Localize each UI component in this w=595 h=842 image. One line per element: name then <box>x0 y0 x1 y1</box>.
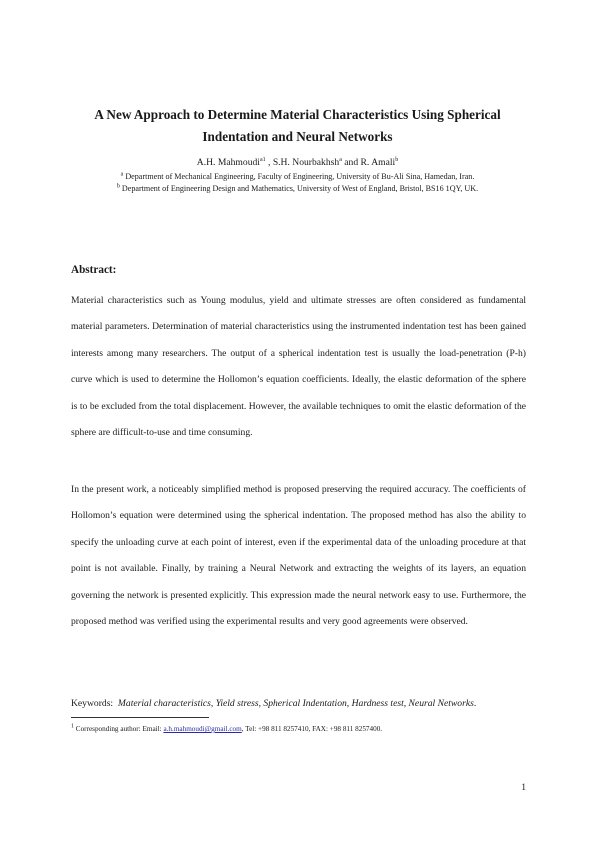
keywords-end: . <box>473 698 477 709</box>
author-mark: a <box>339 156 342 163</box>
footnote-prefix: Corresponding author: Email: <box>75 725 164 733</box>
author-mark: a1 <box>259 156 266 163</box>
affiliation-text: Department of Engineering Design and Mathematics, University of West of England, Bristol, BS16 1QY, UK. <box>121 184 479 193</box>
author-list <box>60 157 535 169</box>
abstract-paragraph: In the present work, a noticeably simplified method is proposed preserving the required accuracy. The coefficients of Hollomon’s equation were determined using the spherical indentation. The proposed method has also the ability to specify the unloading curve at each point of interest, even if the experimental data of the unloading procedure at that point is not available. Finally, by training a Neural Network and extracting the weights of its layers, an equation governing the network is presented explicitly. This expression made the neural network easy to use. Furthermore, the proposed method was verified using the experimental results and very good agreements were observed. <box>71 484 526 628</box>
footnote <box>71 724 531 734</box>
author-name: S.H. Nourbakhsh <box>272 157 340 168</box>
abstract-paragraph: Material characteristics such as Young modulus, yield and ultimate stresses are often considered as fundamental material parameters. Determination of material characteristics using the instrumented indentation test has been gained interests among many researchers. The output of a spherical indentation test is usually the load-penetration (P-h) curve which is used to determine the Hollomon’s equation coefficients. Ideally, the elastic deformation of the sphere is to be excluded from the total displacement. However, the available techniques to omit the elastic deformation of the sphere are difficult-to-use and time consuming. <box>71 295 526 439</box>
affiliation <box>60 172 535 183</box>
keywords-line <box>71 698 526 710</box>
abstract-heading: Abstract: <box>71 264 117 276</box>
footnote-suffix: , Tel: +98 811 8257410, FAX: +98 811 8257400. <box>241 725 383 733</box>
author-mark: b <box>395 156 399 163</box>
page-number: 1 <box>521 782 526 793</box>
author-separator: , <box>265 157 273 168</box>
paper-title: A New Approach to Determine Material Characteristics Using Spherical Indentation and Neural Networks <box>94 107 501 144</box>
footnote-divider <box>71 717 209 718</box>
author-name: A.H. Mahmoudi <box>196 157 260 168</box>
footnote-mark: 1 <box>71 723 74 730</box>
affiliation <box>60 184 535 195</box>
keywords-values: Material characteristics, Yield stress, Spherical Indentation, Hardness test, Neural Networks <box>117 698 474 709</box>
keywords-label: Keywords: <box>71 698 114 709</box>
affiliation-mark: a <box>120 171 124 178</box>
affiliation-text: Department of Mechanical Engineering, Faculty of Engineering, University of Bu-Ali Sina, Hamedan, Iran. <box>125 172 475 181</box>
footnote-email-link[interactable]: a.h.mahmoudi@gmail.com <box>163 725 242 733</box>
author-separator: and <box>344 157 361 168</box>
author-name: R. Amali <box>360 157 396 168</box>
affiliation-mark: b <box>116 183 120 190</box>
